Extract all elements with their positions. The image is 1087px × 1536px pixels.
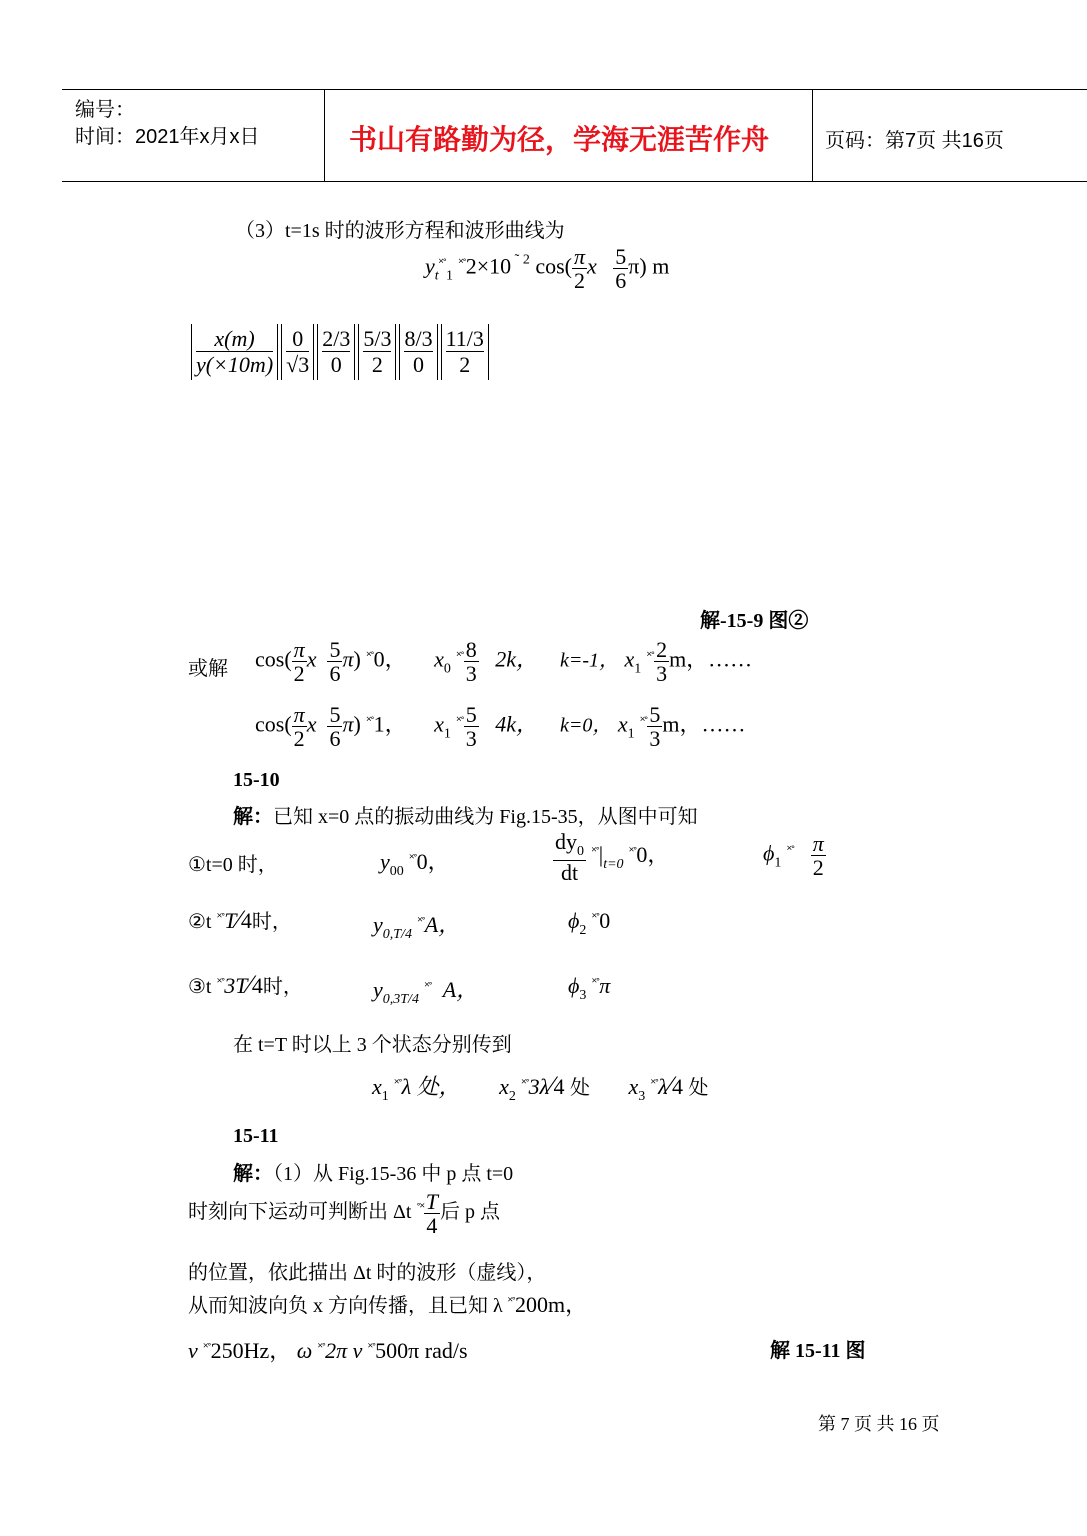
solution-15-10-label: 解： — [233, 806, 273, 828]
alt1-term: 2k， — [495, 646, 538, 672]
alt2-tail: m，…… — [662, 711, 746, 737]
alt1-x1-num: 2 — [656, 637, 668, 662]
table-col-4-bottom: 2 — [459, 352, 471, 378]
table-col — [399, 324, 437, 380]
case1-val: 0， — [636, 841, 670, 867]
alt2-res-num: 5 — [649, 702, 661, 727]
header-divider-left — [324, 89, 325, 182]
case2-label: ②t — [188, 911, 212, 933]
line-a-num: T — [425, 1189, 438, 1214]
line-d-omega: ω — [296, 1338, 313, 1363]
solution-15-11-line-c: 从而知波向负 x 方向传播，且已知 λ ˟˚200m， — [188, 1292, 588, 1317]
footer-page-number: 第 7 页 共 16 页 — [818, 1414, 940, 1434]
alt1-x1-den: 3 — [656, 661, 668, 687]
case1-pi: π — [812, 831, 824, 856]
case3-phi-val: π — [599, 973, 611, 998]
figure-caption-15-9: 解-15-9 图② — [700, 610, 809, 632]
transfer-text: 在 t=T 时以上 3 个状态分别传到 — [233, 1034, 512, 1056]
table-col-0-bottom: √3 — [286, 352, 310, 378]
eq1-lhs: y — [425, 253, 435, 279]
case3-phi-sub: 3 — [579, 988, 587, 1003]
transfer-x3-num: λ — [658, 1074, 668, 1099]
solution-15-11-line-b: 的位置，依此描出 Δt 时的波形（虚线）， — [188, 1262, 547, 1284]
transfer-x1: λ 处， — [401, 1074, 461, 1099]
eq1-pi: π — [574, 244, 586, 269]
case2-phi-val: 0 — [599, 908, 611, 933]
line-c-part1: 从而知波向负 x 方向传播，且已知 λ — [188, 1295, 503, 1317]
header-motto: 书山有路勤为径，学海无涯苦作舟 — [349, 125, 770, 156]
case1-cond: t=0 — [603, 856, 624, 872]
case3-when: 时， — [262, 976, 303, 998]
eq1-tail: π) m — [628, 253, 670, 279]
alt-equation-2: cos( $\frac{\pi}{2}$ x $\frac{5}{6}$ π) ˟˚1， $x_1$ ˟˚ $\frac{5}{3}$ 4k， k=0， $x_1$ ˟˚ $\frac{5}{3}$ m，…… — [255, 702, 746, 752]
case3-four: 4 — [251, 973, 263, 998]
table-header-cell — [191, 324, 278, 380]
solution-15-10-text: 已知 x=0 点的振动曲线为 Fig.15-35，从图中可知 — [273, 806, 698, 828]
case3-label: ③t — [188, 976, 212, 998]
transfer-x2-den: 4 — [553, 1074, 565, 1099]
case1-dy: dy — [555, 829, 577, 854]
problem-15-11-heading: 15-11 — [233, 1125, 279, 1147]
case1-derivative: $\frac{dy_0}{dt}$ $^{˟˚}|_{t=0}$ ˟˚0， — [555, 829, 670, 885]
case3-val: A， — [442, 977, 479, 1002]
alt1-x0-num: 8 — [465, 637, 477, 662]
table-col-1-bottom: 0 — [330, 352, 342, 378]
alt1-eq: 0， — [373, 646, 407, 672]
table-head-x: x(m) — [196, 326, 273, 352]
case3-time: ③t ˟˚3T⁄4时， — [188, 970, 303, 999]
eq1-lhs-mark: 1 — [445, 268, 453, 284]
alt2-x1-num: 5 — [465, 702, 477, 727]
transfer-x3-tail: 处 — [688, 1077, 709, 1099]
eq1-two: 2 — [574, 268, 586, 294]
eq1-six: 6 — [615, 268, 627, 294]
line-d-freq: 250Hz， — [210, 1338, 292, 1363]
wave-value-table — [188, 324, 492, 380]
table-col — [281, 324, 314, 380]
case1-two: 2 — [812, 855, 824, 881]
line-a-part2: 后 p 点 — [439, 1201, 500, 1224]
line-d-2pinu: 2π ν — [325, 1338, 363, 1363]
header-number-label: 编号： — [75, 99, 135, 121]
table-col-1-top: 2/3 — [322, 326, 351, 351]
wave-equation-t1: $y_t^{˟˚}_1$ ˟˚2×10 ˜ $^2$ cos( $\frac{\pi}{2}$ x $\frac{5}{6}$ π) m — [425, 244, 670, 294]
case1-phi-sub: 1 — [774, 855, 782, 871]
eq1-five: 5 — [615, 244, 627, 269]
table-col-0-top: 0 — [286, 326, 309, 352]
case3-T: 3T — [224, 973, 248, 998]
case2-when: 时， — [251, 911, 292, 933]
table-col-2-top: 5/3 — [363, 326, 392, 351]
alt1-tail: m，…… — [669, 646, 753, 672]
figure-caption-15-11: 解 15-11 图 — [770, 1340, 866, 1362]
transfer-x2-num: 3λ — [528, 1074, 550, 1099]
header-bottom-rule — [62, 181, 1087, 182]
solution-15-11-line-d: ν ˟˚250Hz， ω ˟˚2π ν ˟˚500π rad/s — [188, 1338, 468, 1363]
table-col — [441, 324, 489, 380]
alt-equation-1: cos( $\frac{\pi}{2}$ x $\frac{5}{6}$ π) ˟˚0， $x_0$ ˟˚ $\frac{8}{3}$ 2k， k=-1， $x_1$ ˟˚ $\frac{2}{3}$ m，…… — [255, 637, 753, 687]
line-d-result: 500π rad/s — [375, 1338, 468, 1363]
solution-15-11-text: （1）从 Fig.15-36 中 p 点 t=0 — [273, 1163, 514, 1185]
transfer-x2-tail: 处 — [570, 1077, 591, 1099]
table-col-4-top: 11/3 — [445, 326, 484, 351]
case1-y-val: 0， — [416, 849, 450, 874]
header-time-label: 时间：2021年x月x日 — [75, 126, 260, 148]
case2-four: 4 — [240, 908, 252, 933]
table-col — [358, 324, 396, 380]
alt1-k: k=-1， — [559, 649, 619, 672]
eq1-lhs-sub: t — [434, 268, 439, 284]
alt2-eq: 1， — [373, 711, 407, 737]
solution-15-10-intro — [233, 800, 698, 829]
header-page-info: 页码：第7页 共16页 — [825, 130, 1004, 152]
part3-intro: （3）t=1s 时的波形方程和波形曲线为 — [235, 220, 565, 242]
table-col-3-top: 8/3 — [404, 326, 433, 351]
solution-15-11-label: 解： — [233, 1163, 273, 1185]
case1-y-symbol: y — [380, 849, 390, 874]
alt2-x1-den: 3 — [465, 726, 477, 752]
alt2-k: k=0， — [559, 714, 613, 737]
case1-y: $y_{00}$ ˟˚0， — [380, 849, 450, 879]
case1-label: ①t=0 时， — [188, 854, 278, 876]
table-col-3-bottom: 0 — [413, 352, 425, 378]
eq1-cos: cos( — [535, 253, 572, 279]
case3-y-sub: 0,3T/4 — [382, 992, 419, 1007]
eq1-exp: 2 — [522, 252, 530, 268]
table-col-2-bottom: 2 — [371, 352, 383, 378]
solution-15-11-intro — [233, 1157, 513, 1186]
case1-dt: dt — [560, 859, 579, 885]
case2-phase: $\phi_2$ ˟˚0 — [568, 908, 611, 938]
alt2-res-den: 3 — [649, 726, 661, 752]
case2-val: A， — [424, 912, 461, 937]
solution-15-11-line-a: 时刻向下运动可判断出 Δt ˚˟ $\frac{T}{4}$ 后 p 点 — [188, 1189, 500, 1239]
eq1-mid: 2×10 — [465, 253, 512, 279]
case3-y: $y_{0,3T/4}$ ˟˚ A， — [373, 977, 479, 1007]
case1-y-sub: 00 — [389, 864, 404, 879]
line-d-nu: ν — [188, 1338, 198, 1363]
eq1-x: x — [587, 253, 597, 279]
table-head-y: y(×10m) — [196, 352, 274, 378]
header-divider-right — [812, 89, 813, 182]
case1-dy-sub: 0 — [577, 844, 584, 859]
header-top-rule — [62, 89, 1087, 90]
transfer-x3-den: 4 — [671, 1074, 683, 1099]
table-col — [317, 324, 355, 380]
problem-15-10-heading: 15-10 — [233, 769, 280, 791]
case2-phi-sub: 2 — [579, 923, 587, 938]
case2-y: $y_{0,T/4}$ ˟˚A， — [373, 912, 461, 942]
case1-phase: $\phi_1$ ˟˚ $\frac{\pi}{2}$ — [763, 831, 824, 881]
alt-label: 或解 — [188, 658, 228, 680]
transfer-positions: $x_1$ ˟˚λ 处， $x_2$ ˟˚3λ⁄4 处 $x_3$ ˟˚λ⁄4 处 — [372, 1071, 709, 1104]
line-a-den: 4 — [426, 1213, 438, 1239]
alt2-term: 4k， — [495, 711, 538, 737]
line-c-part2: 200m， — [515, 1292, 588, 1317]
case3-phase: $\phi_3$ ˟˚π — [568, 973, 611, 1003]
line-a-part1: 时刻向下运动可判断出 Δt — [188, 1201, 412, 1224]
alt1-x0-den: 3 — [465, 661, 477, 687]
case2-T: T — [224, 908, 237, 933]
case2-y-sub: 0,T/4 — [382, 927, 412, 942]
case2-time: ②t ˟˚T⁄4时， — [188, 905, 292, 934]
